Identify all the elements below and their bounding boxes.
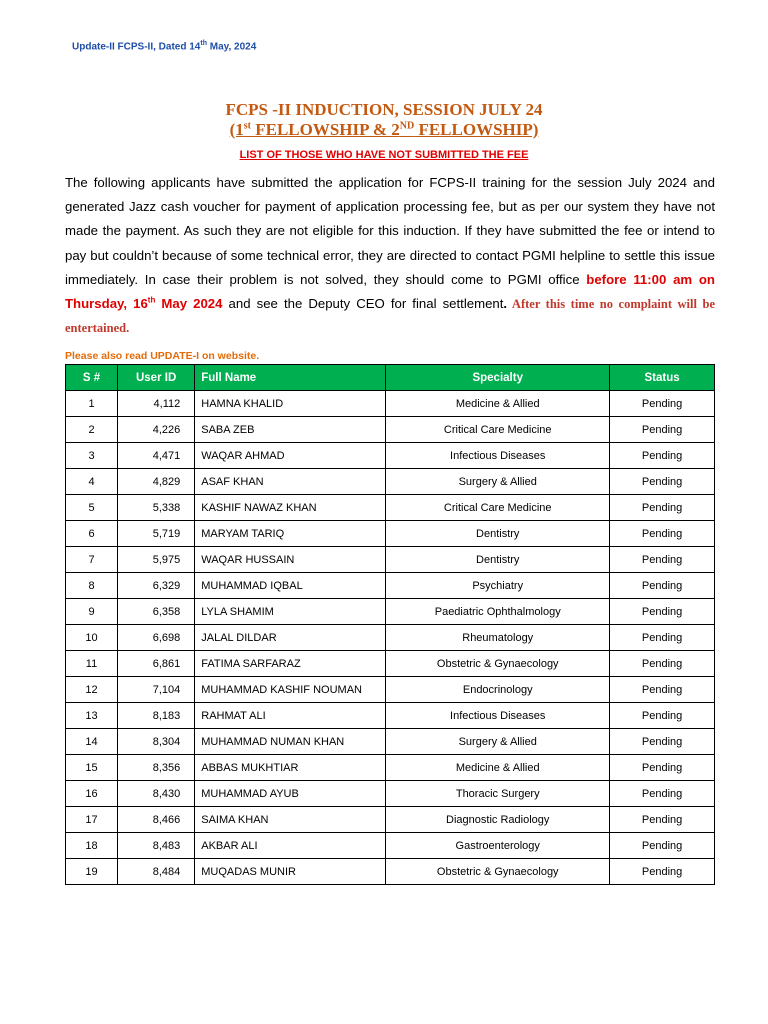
status-cell: Pending bbox=[610, 547, 715, 573]
full-name-cell: SAIMA KHAN bbox=[195, 807, 386, 833]
table-row bbox=[66, 495, 715, 521]
document-subtitle: LIST OF THOSE WHO HAVE NOT SUBMITTED THE FEE bbox=[239, 149, 529, 161]
status-cell: Pending bbox=[610, 417, 715, 443]
status-cell: Pending bbox=[610, 859, 715, 885]
status-cell: Pending bbox=[610, 495, 715, 521]
status-cell: Pending bbox=[610, 443, 715, 469]
table-row bbox=[66, 547, 715, 573]
intro-middle: and see the Deputy CEO for final settlement bbox=[222, 296, 504, 312]
specialty-cell: Critical Care Medicine bbox=[386, 417, 610, 443]
warning-text: After this time no complaint will be entertained. bbox=[65, 297, 716, 336]
table-row bbox=[66, 391, 715, 417]
update-text: Update-II FCPS-II, Dated 14 bbox=[72, 41, 201, 53]
table-row bbox=[66, 443, 715, 469]
user-id-cell: 4,112 bbox=[118, 391, 195, 417]
table-row bbox=[66, 599, 715, 625]
deadline-sup: th bbox=[147, 295, 156, 305]
user-id-cell: 8,183 bbox=[118, 703, 195, 729]
table-row bbox=[66, 781, 715, 807]
user-id-cell: 8,483 bbox=[118, 833, 195, 859]
table-row bbox=[66, 651, 715, 677]
user-id-cell: 6,698 bbox=[118, 625, 195, 651]
serial-cell: 13 bbox=[66, 703, 118, 729]
user-id-cell: 5,719 bbox=[118, 521, 195, 547]
full-name-cell: MUHAMMAD AYUB bbox=[195, 781, 386, 807]
user-id-cell: 7,104 bbox=[118, 677, 195, 703]
serial-cell: 3 bbox=[66, 443, 118, 469]
user-id-cell: 4,226 bbox=[118, 417, 195, 443]
title-part-a: (1 bbox=[229, 120, 244, 139]
user-id-cell: 6,329 bbox=[118, 573, 195, 599]
header-specialty: Specialty bbox=[386, 365, 610, 391]
specialty-cell: Obstetric & Gynaecology bbox=[386, 859, 610, 885]
table-row bbox=[66, 625, 715, 651]
table-row bbox=[66, 755, 715, 781]
serial-cell: 14 bbox=[66, 729, 118, 755]
status-cell: Pending bbox=[610, 599, 715, 625]
user-id-cell: 8,484 bbox=[118, 859, 195, 885]
status-cell: Pending bbox=[610, 469, 715, 495]
full-name-cell: JALAL DILDAR bbox=[195, 625, 386, 651]
full-name-cell: MUHAMMAD KASHIF NOUMAN bbox=[195, 677, 386, 703]
status-cell: Pending bbox=[610, 781, 715, 807]
table-row bbox=[66, 833, 715, 859]
table-row bbox=[66, 807, 715, 833]
table-row bbox=[66, 677, 715, 703]
serial-cell: 9 bbox=[66, 599, 118, 625]
specialty-cell: Infectious Diseases bbox=[386, 443, 610, 469]
serial-cell: 15 bbox=[66, 755, 118, 781]
status-cell: Pending bbox=[610, 703, 715, 729]
user-id-cell: 6,861 bbox=[118, 651, 195, 677]
status-cell: Pending bbox=[610, 677, 715, 703]
table-body bbox=[66, 391, 715, 885]
serial-cell: 18 bbox=[66, 833, 118, 859]
specialty-cell: Medicine & Allied bbox=[386, 755, 610, 781]
specialty-cell: Obstetric & Gynaecology bbox=[386, 651, 610, 677]
specialty-cell: Psychiatry bbox=[386, 573, 610, 599]
status-cell: Pending bbox=[610, 729, 715, 755]
applicants-table bbox=[65, 364, 715, 885]
serial-cell: 17 bbox=[66, 807, 118, 833]
full-name-cell: MUHAMMAD IQBAL bbox=[195, 573, 386, 599]
full-name-cell: ASAF KHAN bbox=[195, 469, 386, 495]
serial-cell: 19 bbox=[66, 859, 118, 885]
table-header-row bbox=[66, 365, 715, 391]
table-row bbox=[66, 859, 715, 885]
status-cell: Pending bbox=[610, 807, 715, 833]
specialty-cell: Thoracic Surgery bbox=[386, 781, 610, 807]
specialty-cell: Rheumatology bbox=[386, 625, 610, 651]
serial-cell: 1 bbox=[66, 391, 118, 417]
user-id-cell: 8,304 bbox=[118, 729, 195, 755]
full-name-cell: AKBAR ALI bbox=[195, 833, 386, 859]
table-row bbox=[66, 521, 715, 547]
user-id-cell: 4,829 bbox=[118, 469, 195, 495]
serial-cell: 7 bbox=[66, 547, 118, 573]
specialty-cell: Paediatric Ophthalmology bbox=[386, 599, 610, 625]
table-row bbox=[66, 417, 715, 443]
intro-paragraph bbox=[65, 171, 715, 340]
serial-cell: 2 bbox=[66, 417, 118, 443]
status-cell: Pending bbox=[610, 521, 715, 547]
user-id-cell: 8,430 bbox=[118, 781, 195, 807]
title-line-2 bbox=[0, 120, 768, 140]
serial-cell: 6 bbox=[66, 521, 118, 547]
intro-body: The following applicants have submitted the application for FCPS-II training for the session July 2024 and generated Jazz cash voucher for payment of application processing fee, but as per our system they have not made the payment. As such they are not eligible for this induction. If they have submitted the fee or intend to pay but couldn’t because of some technical error, they are directed to contact PGMI helpline to settle this issue immediately. In case their problem is not solved, they should come to PGMI office bbox=[65, 175, 715, 287]
header-full-name: Full Name bbox=[195, 365, 386, 391]
full-name-cell: KASHIF NAWAZ KHAN bbox=[195, 495, 386, 521]
specialty-cell: Medicine & Allied bbox=[386, 391, 610, 417]
table-row bbox=[66, 729, 715, 755]
status-cell: Pending bbox=[610, 573, 715, 599]
update-header bbox=[72, 40, 256, 52]
title-part-b: FELLOWSHIP & 2 bbox=[250, 120, 400, 139]
title-part-c: FELLOWSHIP) bbox=[414, 120, 539, 139]
table-row bbox=[66, 573, 715, 599]
user-id-cell: 8,356 bbox=[118, 755, 195, 781]
user-id-cell: 8,466 bbox=[118, 807, 195, 833]
update-note: Please also read UPDATE-I on website. bbox=[65, 350, 260, 362]
full-name-cell: MUHAMMAD NUMAN KHAN bbox=[195, 729, 386, 755]
full-name-cell: WAQAR HUSSAIN bbox=[195, 547, 386, 573]
serial-cell: 11 bbox=[66, 651, 118, 677]
deadline-part-b: May 2024 bbox=[155, 296, 223, 312]
full-name-cell: LYLA SHAMIM bbox=[195, 599, 386, 625]
specialty-cell: Diagnostic Radiology bbox=[386, 807, 610, 833]
serial-cell: 10 bbox=[66, 625, 118, 651]
header-status: Status bbox=[610, 365, 715, 391]
full-name-cell: WAQAR AHMAD bbox=[195, 443, 386, 469]
specialty-cell: Gastroenterology bbox=[386, 833, 610, 859]
serial-cell: 4 bbox=[66, 469, 118, 495]
user-id-cell: 5,975 bbox=[118, 547, 195, 573]
table-row bbox=[66, 469, 715, 495]
specialty-cell: Surgery & Allied bbox=[386, 729, 610, 755]
table-row bbox=[66, 703, 715, 729]
serial-cell: 16 bbox=[66, 781, 118, 807]
full-name-cell: MARYAM TARIQ bbox=[195, 521, 386, 547]
deadline-part-a: before 11:00 am on Thursday, 16 bbox=[65, 271, 715, 312]
serial-cell: 12 bbox=[66, 677, 118, 703]
full-name-cell: MUQADAS MUNIR bbox=[195, 859, 386, 885]
title-sup-b: ND bbox=[399, 120, 415, 132]
full-name-cell: SABA ZEB bbox=[195, 417, 386, 443]
header-serial: S # bbox=[66, 365, 118, 391]
full-name-cell: FATIMA SARFARAZ bbox=[195, 651, 386, 677]
title-line-1: FCPS -II INDUCTION, SESSION JULY 24 bbox=[225, 100, 543, 119]
serial-cell: 5 bbox=[66, 495, 118, 521]
status-cell: Pending bbox=[610, 651, 715, 677]
user-id-cell: 6,358 bbox=[118, 599, 195, 625]
user-id-cell: 4,471 bbox=[118, 443, 195, 469]
serial-cell: 8 bbox=[66, 573, 118, 599]
user-id-cell: 5,338 bbox=[118, 495, 195, 521]
full-name-cell: HAMNA KHALID bbox=[195, 391, 386, 417]
specialty-cell: Dentistry bbox=[386, 521, 610, 547]
intro-period: . bbox=[503, 296, 508, 312]
title-sup-a: st bbox=[243, 120, 251, 132]
status-cell: Pending bbox=[610, 625, 715, 651]
status-cell: Pending bbox=[610, 391, 715, 417]
header-user-id: User ID bbox=[118, 365, 195, 391]
specialty-cell: Critical Care Medicine bbox=[386, 495, 610, 521]
document-title bbox=[0, 100, 768, 140]
update-text-sup: th bbox=[200, 40, 207, 47]
status-cell: Pending bbox=[610, 833, 715, 859]
specialty-cell: Infectious Diseases bbox=[386, 703, 610, 729]
specialty-cell: Endocrinology bbox=[386, 677, 610, 703]
full-name-cell: ABBAS MUKHTIAR bbox=[195, 755, 386, 781]
specialty-cell: Dentistry bbox=[386, 547, 610, 573]
specialty-cell: Surgery & Allied bbox=[386, 469, 610, 495]
full-name-cell: RAHMAT ALI bbox=[195, 703, 386, 729]
update-text-suffix: May, 2024 bbox=[206, 41, 257, 53]
status-cell: Pending bbox=[610, 755, 715, 781]
